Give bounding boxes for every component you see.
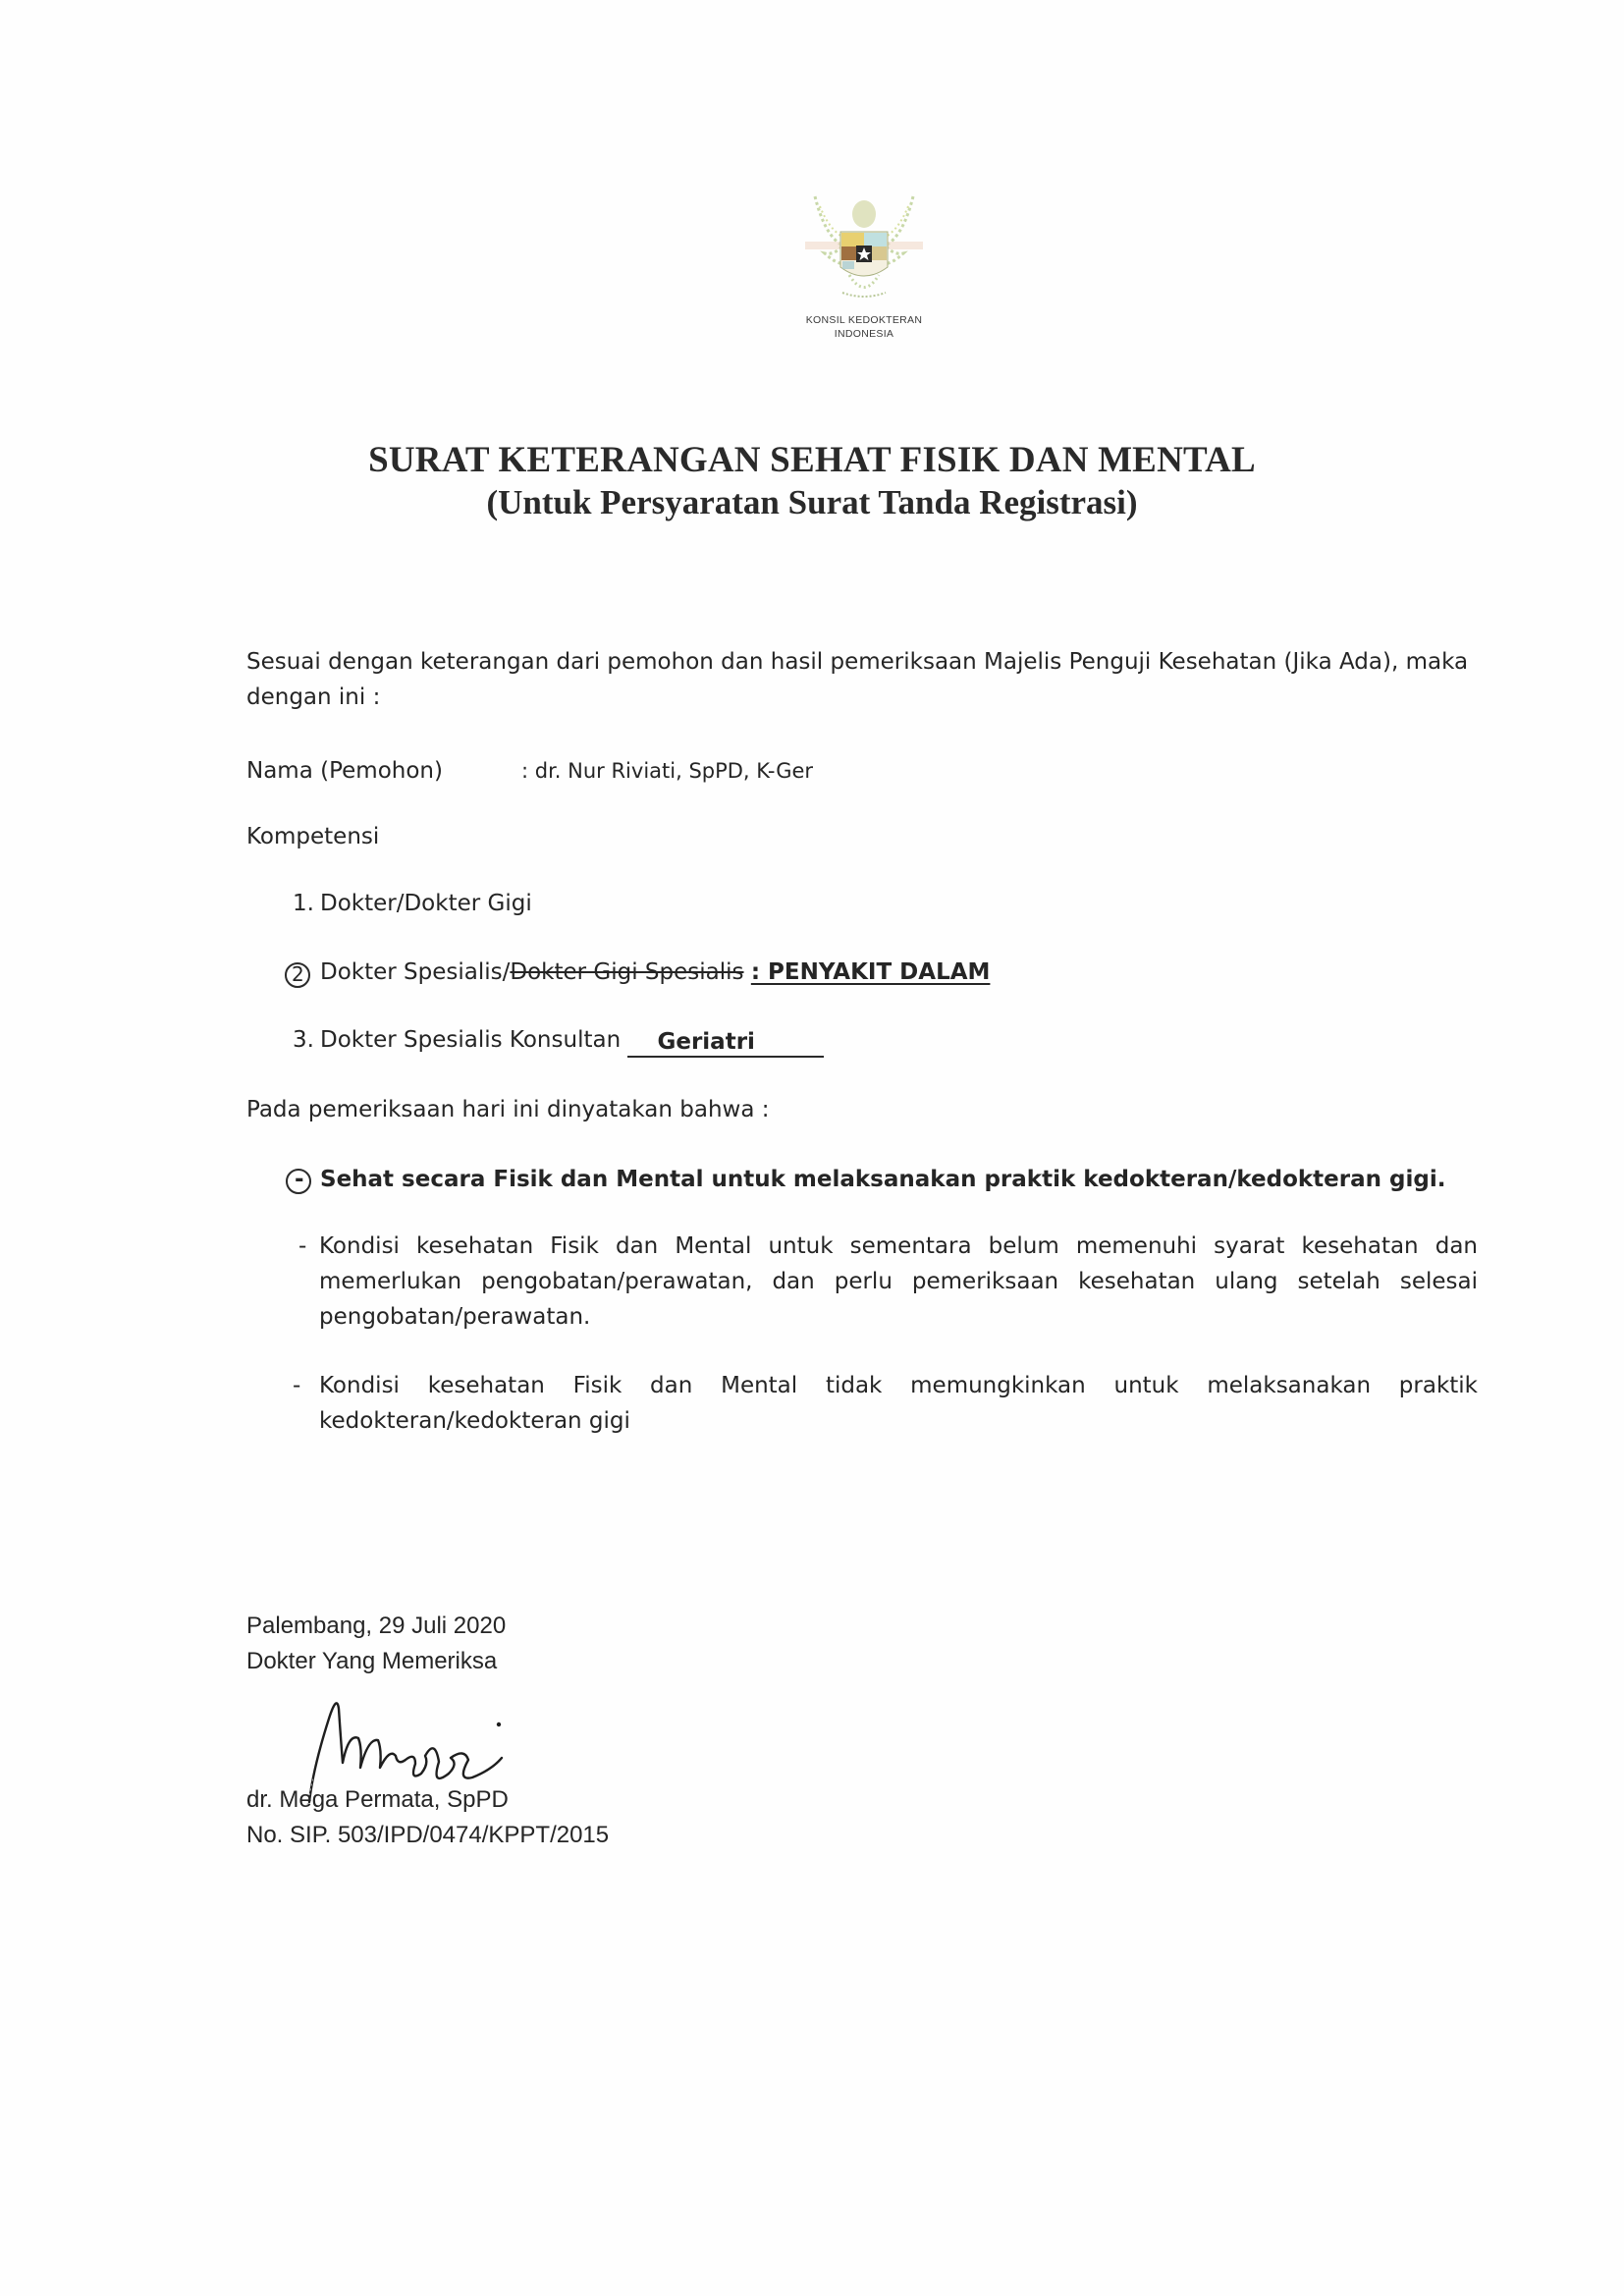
kompetensi-text: Dokter/Dokter Gigi (320, 891, 532, 916)
option-text: Kondisi kesehatan Fisik dan Mental untuk sementara belum memenuhi syarat kesehatan dan memerlukan pengobatan/perawatan, dan perlu pemeriksaan kesehatan ulang setelah selesai pengobatan/perawatan. (319, 1233, 1478, 1330)
garuda-emblem-icon (795, 177, 933, 309)
kki-logo (785, 177, 943, 344)
consultant-value: Geriatri (657, 1029, 755, 1055)
kompetensi-number: 2 (292, 962, 304, 986)
examining-doctor-role: Dokter Yang Memeriksa (246, 1648, 498, 1674)
document-subtitle: (Untuk Persyaratan Surat Tanda Registrasi) (486, 483, 1138, 521)
struck-text: Dokter Gigi Spesialis (510, 959, 744, 985)
intro-paragraph: Sesuai dengan keterangan dari pemohon dan hasil pemeriksaan Majelis Penguji Kesehatan (Jika Ada), maka dengan ini : (246, 649, 1469, 710)
kompetensi-number: 1. (293, 891, 314, 916)
kompetensi-text: Dokter Spesialis Konsultan (320, 1027, 622, 1053)
option-marker: - (295, 1167, 304, 1192)
doctor-name: dr. Mega Permata, SpPD (246, 1786, 509, 1813)
consultant-field (627, 1028, 824, 1058)
sip-number: No. SIP. 503/IPD/0474/KPPT/2015 (246, 1822, 610, 1848)
option-text: Sehat secara Fisik dan Mental untuk melaksanakan praktik kedokteran/kedokteran gigi. (320, 1167, 1446, 1192)
kompetensi-text: Dokter Spesialis/ (320, 959, 511, 985)
document-title: SURAT KETERANGAN SEHAT FISIK DAN MENTAL (368, 440, 1256, 480)
option-marker: - (293, 1373, 301, 1398)
place-date: Palembang, 29 Juli 2020 (246, 1613, 507, 1639)
nama-value: : dr. Nur Riviati, SpPD, K-Ger (521, 759, 814, 783)
kompetensi-item-3-line (320, 1022, 824, 1058)
specialty-value: : PENYAKIT DALAM (750, 959, 991, 985)
kompetensi-label: Kompetensi (246, 824, 380, 849)
option-text: Kondisi kesehatan Fisik dan Mental tidak memungkinkan untuk melaksanakan praktik kedokteran/kedokteran gigi (319, 1373, 1478, 1434)
logo-text-line1: KONSIL KEDOKTERAN (805, 314, 923, 326)
statement-intro: Pada pemeriksaan hari ini dinyatakan bahwa : (246, 1097, 770, 1122)
nama-label: Nama (Pemohon) (246, 758, 443, 784)
kompetensi-number: 3. (293, 1027, 314, 1053)
logo-text-line2: INDONESIA (834, 328, 894, 340)
kompetensi-item-2-line (320, 955, 990, 990)
option-marker: - (298, 1233, 307, 1259)
